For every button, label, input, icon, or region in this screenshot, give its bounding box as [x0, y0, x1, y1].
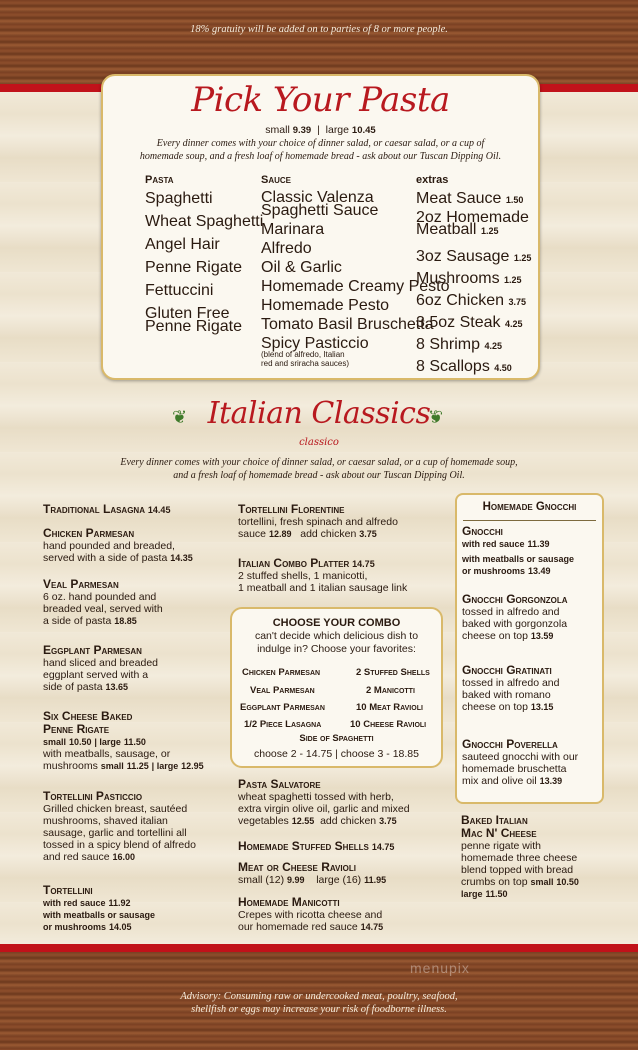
pasta-item: Spaghetti — [145, 190, 213, 207]
combo-description — [232, 630, 441, 656]
item-desc: and red sauce — [43, 851, 110, 863]
item-desc: with red sauce — [462, 539, 525, 549]
sauce-item: Homemade Creamy Pesto — [261, 278, 450, 295]
veal-parmesan-item — [43, 578, 163, 627]
extra-price: 1.50 — [505, 195, 524, 205]
ravioli-item — [238, 861, 386, 886]
item-price: 13.49 — [527, 566, 551, 576]
extra-price: 1.25 — [513, 253, 532, 263]
pasta-item: Penne Rigate — [145, 318, 242, 335]
item-price: 13.15 — [530, 702, 554, 712]
item-desc: tortellini, fresh spinach and alfredo — [238, 516, 398, 528]
item-price: 10.50 — [556, 877, 579, 887]
baked-mac-n-cheese-item — [461, 814, 579, 900]
extra-item — [416, 248, 532, 265]
sauce-item: Classic Valenza — [261, 189, 374, 206]
eggplant-parmesan-item — [43, 644, 158, 693]
item-name: Tortellini Florentine — [238, 502, 345, 516]
extra-name: 3.5oz Steak — [416, 314, 501, 331]
item-price: 11.50 — [123, 737, 146, 747]
item-name: Tortellini Pasticcio — [43, 789, 143, 803]
item-price: 11.92 — [108, 898, 131, 908]
item-desc: hand sliced and breaded — [43, 657, 159, 669]
item-desc: sauteed gnocchi with our — [462, 751, 579, 763]
combo-option: Eggplant Parmesan — [240, 702, 325, 713]
combo-option: 1/2 Piece Lasagna — [244, 719, 322, 730]
item-name: Traditional Lasagna — [43, 502, 145, 516]
extra-item — [416, 292, 527, 309]
item-desc: small (12) — [238, 874, 285, 886]
item-desc: with meatballs or sausage — [43, 910, 156, 920]
item-desc: large (16) — [316, 874, 362, 886]
combo-side: Side of Spaghetti — [299, 733, 374, 744]
item-price: 13.65 — [105, 682, 128, 692]
classics-description — [0, 456, 638, 482]
pasta-price-line — [103, 124, 538, 136]
gnocchi-title: Homemade Gnocchi — [482, 501, 577, 513]
item-desc: Grilled chicken breast, sautéed — [43, 803, 188, 815]
item-desc: blend topped with bread — [461, 864, 574, 876]
item-desc: our homemade red sauce — [238, 921, 358, 933]
stuffed-shells-item — [238, 840, 394, 853]
item-price: 14.75 — [360, 922, 384, 932]
item-price: 16.00 — [112, 852, 136, 862]
item-price: 11.50 — [485, 889, 508, 899]
tortellini-pasticcio-item — [43, 790, 196, 863]
item-name: Eggplant Parmesan — [43, 643, 142, 657]
sauce-header: Sauce — [261, 174, 292, 186]
item-desc: 6 oz. hand pounded and — [43, 591, 157, 603]
item-desc: hand pounded and breaded, — [43, 540, 175, 552]
extra-item — [416, 270, 522, 287]
pick-your-pasta-title: Pick Your Pasta — [191, 80, 450, 120]
extra-item — [416, 314, 523, 331]
item-name: Gnocchi — [462, 524, 503, 538]
italian-classics-subtitle: classico — [299, 437, 339, 448]
item-price: 14.45 — [147, 505, 171, 515]
item-name: Gnocchi Gratinati — [462, 663, 552, 677]
sauce-item: Spaghetti Sauce — [261, 202, 379, 219]
extra-price: 1.25 — [504, 275, 522, 285]
six-cheese-item — [43, 710, 204, 772]
classics-desc-line-2: and a fresh loaf of homemade bread - ask about our Tuscan Dipping Oil. — [173, 470, 465, 481]
item-desc: sausage, garlic and tortellini all — [43, 827, 187, 839]
extra-name: Meat Sauce — [416, 190, 502, 207]
item-price: 10.50 — [68, 737, 92, 747]
item-desc: with red sauce — [43, 898, 106, 908]
item-desc: cheese on top — [462, 701, 528, 713]
item-desc: mushrooms — [43, 760, 98, 772]
item-desc: vegetables — [238, 815, 289, 827]
item-name: Tortellini — [43, 883, 93, 897]
item-price: 11.25 — [126, 761, 149, 771]
item-name: Italian Combo Platter — [238, 556, 350, 570]
pasta-item: Penne Rigate — [145, 259, 242, 276]
item-desc: Crepes with ricotta cheese and — [238, 909, 383, 921]
item-desc: sauce — [238, 528, 267, 540]
pick-your-pasta-card — [101, 74, 540, 380]
tortellini-florentine-item — [238, 503, 398, 540]
item-desc: add chicken — [300, 528, 357, 540]
combo-option: 2 Manicotti — [366, 685, 415, 696]
chicken-parmesan-item — [43, 527, 193, 564]
small-label: small — [265, 124, 290, 136]
extra-name: 6oz Chicken — [416, 292, 505, 309]
sauce-item: Alfredo — [261, 240, 312, 257]
item-price: 12.55 — [291, 816, 315, 826]
advisory-line-2: shellfish or eggs may increase your risk of foodborne illness. — [191, 1004, 447, 1015]
size-label: | large — [151, 761, 179, 771]
item-desc: penne rigate with — [461, 840, 541, 852]
extra-item — [416, 190, 524, 207]
size-label: large — [461, 889, 483, 899]
extra-item — [416, 336, 503, 353]
choose-your-combo-box — [230, 607, 443, 768]
item-price: 9.99 — [287, 875, 305, 885]
extra-name: 2oz Homemade — [416, 209, 529, 226]
extra-name: Mushrooms — [416, 270, 500, 287]
combo-title: CHOOSE YOUR COMBO — [272, 617, 401, 629]
item-name: Chicken Parmesan — [43, 526, 135, 540]
sauce-item: Oil & Garlic — [261, 259, 342, 276]
item-desc: served with a side of pasta — [43, 552, 168, 564]
size-label: small — [100, 761, 124, 771]
combo-option: Chicken Parmesan — [242, 667, 321, 678]
sauce-item — [261, 335, 369, 368]
extra-price: 4.25 — [484, 341, 503, 351]
extra-price: 4.50 — [494, 363, 512, 373]
pasta-salvatore-item — [238, 778, 410, 827]
item-name: Gnocchi Gorgonzola — [462, 592, 568, 606]
item-price: 12.89 — [268, 529, 292, 539]
item-name: Meat or Cheese Ravioli — [238, 860, 356, 874]
extra-name: 8 Scallops — [416, 358, 490, 375]
item-desc: add chicken — [320, 815, 377, 827]
sauce-note-line-1: (blend of alfredo, Italian — [261, 350, 345, 359]
combo-option: Veal Parmesan — [250, 685, 315, 696]
large-price: 10.45 — [351, 125, 376, 136]
extra-price: 4.25 — [504, 319, 523, 329]
item-desc: or mushrooms — [43, 922, 107, 932]
item-price: 3.75 — [379, 816, 397, 826]
bottom-red-rule — [0, 944, 638, 952]
homemade-gnocchi-box — [455, 493, 604, 804]
gratuity-note: 18% gratuity will be added on to parties of 8 or more people. — [190, 24, 448, 35]
item-desc: wheat spaghetti tossed with herb, — [238, 791, 394, 803]
item-desc: homemade bruschetta — [462, 763, 567, 775]
item-desc: crumbs on top — [461, 876, 528, 888]
gnocchi-item — [462, 525, 574, 577]
combo-price-line: choose 2 - 14.75 | choose 3 - 18.85 — [253, 748, 419, 760]
combo-desc-line-2: indulge in? Choose your favorites: — [257, 643, 416, 655]
item-price: 14.75 — [371, 842, 395, 852]
gnocchi-gorgonzola-item — [462, 593, 568, 642]
small-price: 9.39 — [292, 125, 312, 136]
item-price: 18.85 — [114, 616, 137, 626]
gnocchi-divider — [463, 520, 596, 521]
item-price: 13.59 — [530, 631, 554, 641]
extra-name: Meatball — [416, 221, 477, 238]
item-desc: eggplant served with a — [43, 669, 149, 681]
combo-option: 2 Stuffed Shells — [356, 667, 430, 678]
combo-option: 10 Cheese Ravioli — [350, 719, 427, 730]
pasta-header: Pasta — [145, 174, 174, 186]
italian-combo-platter-item — [238, 557, 407, 594]
advisory-line-1: Advisory: Consuming raw or undercooked meat, poultry, seafood, — [180, 991, 458, 1002]
tortellini-item — [43, 884, 155, 933]
item-desc: a side of pasta — [43, 615, 112, 627]
pasta-description — [103, 137, 538, 163]
item-name: Six Cheese Baked — [43, 709, 133, 723]
item-desc: extra virgin olive oil, garlic and mixed — [238, 803, 410, 815]
extras-header: extras — [416, 174, 449, 186]
pasta-item: Fettuccini — [145, 282, 214, 299]
item-name: Mac N' Cheese — [461, 826, 537, 840]
sauce-note-line-2: red and sriracha sauces) — [261, 359, 350, 368]
sauce-item: Marinara — [261, 221, 325, 238]
pasta-desc-line-1: Every dinner comes with your choice of dinner salad, or caesar salad, or a cup of — [156, 138, 485, 149]
sauce-item: Tomato Basil Bruschetta — [261, 316, 434, 333]
item-name: Gnocchi Poverella — [462, 737, 558, 751]
item-desc: mix and olive oil — [462, 775, 537, 787]
size-label: small — [43, 737, 67, 747]
lasagna-item — [43, 503, 170, 516]
item-desc: with meatballs, sausage, or — [43, 748, 171, 760]
extra-name: 3oz Sausage — [416, 248, 510, 265]
item-desc: mushrooms, shaved italian — [43, 815, 168, 827]
pasta-item: Angel Hair — [145, 236, 220, 253]
item-price: 14.35 — [170, 553, 193, 563]
combo-option: 10 Meat Ravioli — [356, 702, 423, 713]
item-price: 11.39 — [527, 539, 550, 549]
left-leaf-icon: ❦ — [172, 407, 188, 427]
item-price: 14.75 — [352, 559, 375, 569]
extra-price: 3.75 — [508, 297, 527, 307]
right-leaf-icon: ❦ — [428, 407, 444, 427]
item-desc: tossed in a spicy blend of alfredo — [43, 839, 196, 851]
item-price: 3.75 — [359, 529, 377, 539]
combo-desc-line-1: can't decide which delicious dish to — [254, 630, 419, 642]
extra-price: 1.25 — [480, 226, 499, 236]
extra-item — [416, 358, 512, 375]
pasta-desc-line-2: homemade soup, and a fresh loaf of homemade bread - ask about our Tuscan Dipping Oil. — [139, 151, 502, 162]
item-name: Penne Rigate — [43, 722, 110, 736]
item-name: Homemade Manicotti — [238, 895, 340, 909]
item-name: Veal Parmesan — [43, 577, 119, 591]
pasta-item: Wheat Spaghetti — [145, 213, 264, 230]
advisory-note — [0, 990, 638, 1016]
item-desc: 2 stuffed shells, 1 manicotti, — [238, 570, 368, 582]
extra-name: 8 Shrimp — [416, 336, 481, 353]
pasta-item: Gluten Free — [145, 305, 230, 322]
item-desc: 1 meatball and 1 italian sausage link — [238, 582, 408, 594]
item-desc: tossed in alfredo and — [462, 606, 560, 618]
item-name: Homemade Stuffed Shells — [238, 839, 369, 853]
top-wood-band — [0, 0, 638, 84]
item-desc: tossed in alfredo and — [462, 677, 560, 689]
item-desc: homemade three cheese — [461, 852, 578, 864]
spicy-pasticcio-label: Spicy Pasticcio — [261, 335, 369, 352]
large-label: large — [325, 124, 349, 136]
item-desc: with meatballs or sausage — [462, 554, 575, 564]
size-label: small — [530, 877, 554, 887]
item-price: 13.39 — [539, 776, 563, 786]
item-desc: baked with romano — [462, 689, 551, 701]
item-name: Pasta Salvatore — [238, 777, 321, 791]
item-desc: or mushrooms — [462, 566, 526, 576]
item-desc: breaded veal, served with — [43, 603, 163, 615]
watermark: menupix — [410, 960, 470, 976]
gnocchi-poverella-item — [462, 738, 578, 787]
size-label: | large — [94, 737, 121, 747]
item-name: Baked Italian — [461, 813, 528, 827]
sauce-item: Homemade Pesto — [261, 297, 390, 314]
item-desc: baked with gorgonzola — [462, 618, 568, 630]
item-desc: side of pasta — [43, 681, 103, 693]
gnocchi-gratinati-item — [462, 664, 559, 713]
item-price: 11.95 — [364, 875, 387, 885]
italian-classics-title: Italian Classics — [207, 396, 431, 431]
extra-item — [416, 209, 529, 238]
item-price: 12.95 — [181, 761, 204, 771]
classics-desc-line-1: Every dinner comes with your choice of dinner salad, or caesar salad, or a cup of homemade soup, — [120, 457, 518, 468]
item-price: 14.05 — [108, 922, 132, 932]
item-desc: cheese on top — [462, 630, 528, 642]
manicotti-item — [238, 896, 383, 933]
price-separator: | — [317, 124, 320, 136]
